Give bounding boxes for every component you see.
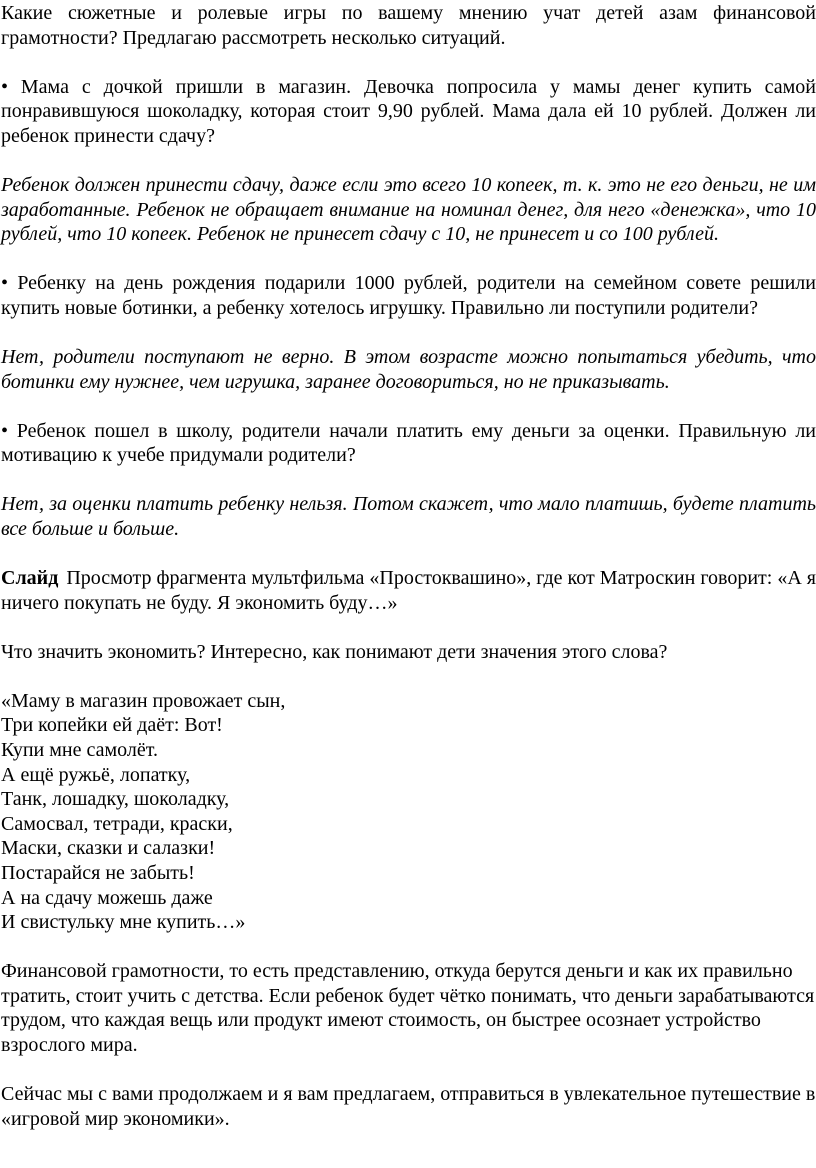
poem-line: Купи мне самолёт. (1, 738, 158, 761)
situation-1-question: • Мама с дочкой пришли в магазин. Девочка попросила у мамы денег купить самой понравившуюся шоколадку, которая стоит 9,90 рублей. Мама дала ей 10 рублей. Должен ли ребенок принести сдачу? (1, 75, 816, 147)
situation-3-question: • Ребенок пошел в школу, родители начали платить ему деньги за оценки. Правильную ли мотивацию к учебе придумали родители? (1, 419, 816, 467)
poem-line: А на сдачу можешь даже (1, 886, 213, 909)
conclusion-paragraph: Финансовой грамотности, то есть представлению, откуда берутся деньги и как их правильно тратить, стоит учить с детства. Если ребенок будет чётко понимать, что деньги зарабатываются трудом, что каждая вещь или продукт имеют стоимость, он быстрее осознает устройство взрослого мира. (1, 960, 815, 1056)
intro-paragraph: Какие сюжетные и ролевые игры по вашему мнению учат детей азам финансовой грамотности? Предлагаю рассмотреть несколько ситуаций. (1, 2, 816, 49)
situation-2-question: • Ребенку на день рождения подарили 1000 рублей, родители на семейном совете решили купить новые ботинки, а ребенку хотелось игрушку. Правильно ли поступили родители? (1, 272, 816, 319)
slide-label: Слайд (1, 567, 59, 589)
poem-line: Танк, лошадку, шоколадку, (1, 788, 230, 811)
situation-1-answer: Ребенок должен принести сдачу, даже если это всего 10 копеек, т. к. это не его деньги, не им заработанные. Ребенок не обращает внимание на номинал денег, для него «денежка», что 10 рублей, что 10 копеек. Ребенок не принесет сдачу с 10, не принесет и со 100 рублей. (1, 173, 816, 246)
poem (1, 689, 816, 935)
situation-2-answer: Нет, родители поступают не верно. В этом возрасте можно попытаться убедить, что ботинки ему нужнее, чем игрушка, заранее договориться, но не приказывать. (1, 345, 816, 393)
poem-line: Маски, сказки и салазки! (1, 837, 216, 860)
poem-line: Постарайся не забыть! (1, 861, 195, 884)
slide-paragraph (1, 566, 816, 615)
poem-line: И свистульку мне купить…» (1, 911, 246, 934)
slide-text: Просмотр фрагмента мультфильма «Простоквашино», где кот Матроскин говорит: «А я ничего покупать не буду. Я экономить буду…» (1, 567, 816, 614)
poem-line: Самосвал, тетради, краски, (1, 812, 233, 835)
poem-line: Три копейки ей даёт: Вот! (1, 714, 223, 737)
poem-line: А ещё ружьё, лопатку, (1, 763, 191, 786)
economy-question: Что значить экономить? Интересно, как понимают дети значения этого слова? (1, 640, 668, 663)
situation-3-answer: Нет, за оценки платить ребенку нельзя. Потом скажет, что мало платишь, будете платить все больше и больше. (1, 493, 816, 540)
closing-paragraph: Сейчас мы с вами продолжаем и я вам предлагаем, отправиться в увлекательное путешествие в «игровой мир экономики». (1, 1083, 816, 1130)
poem-line: «Маму в магазин провожает сын, (1, 689, 286, 712)
